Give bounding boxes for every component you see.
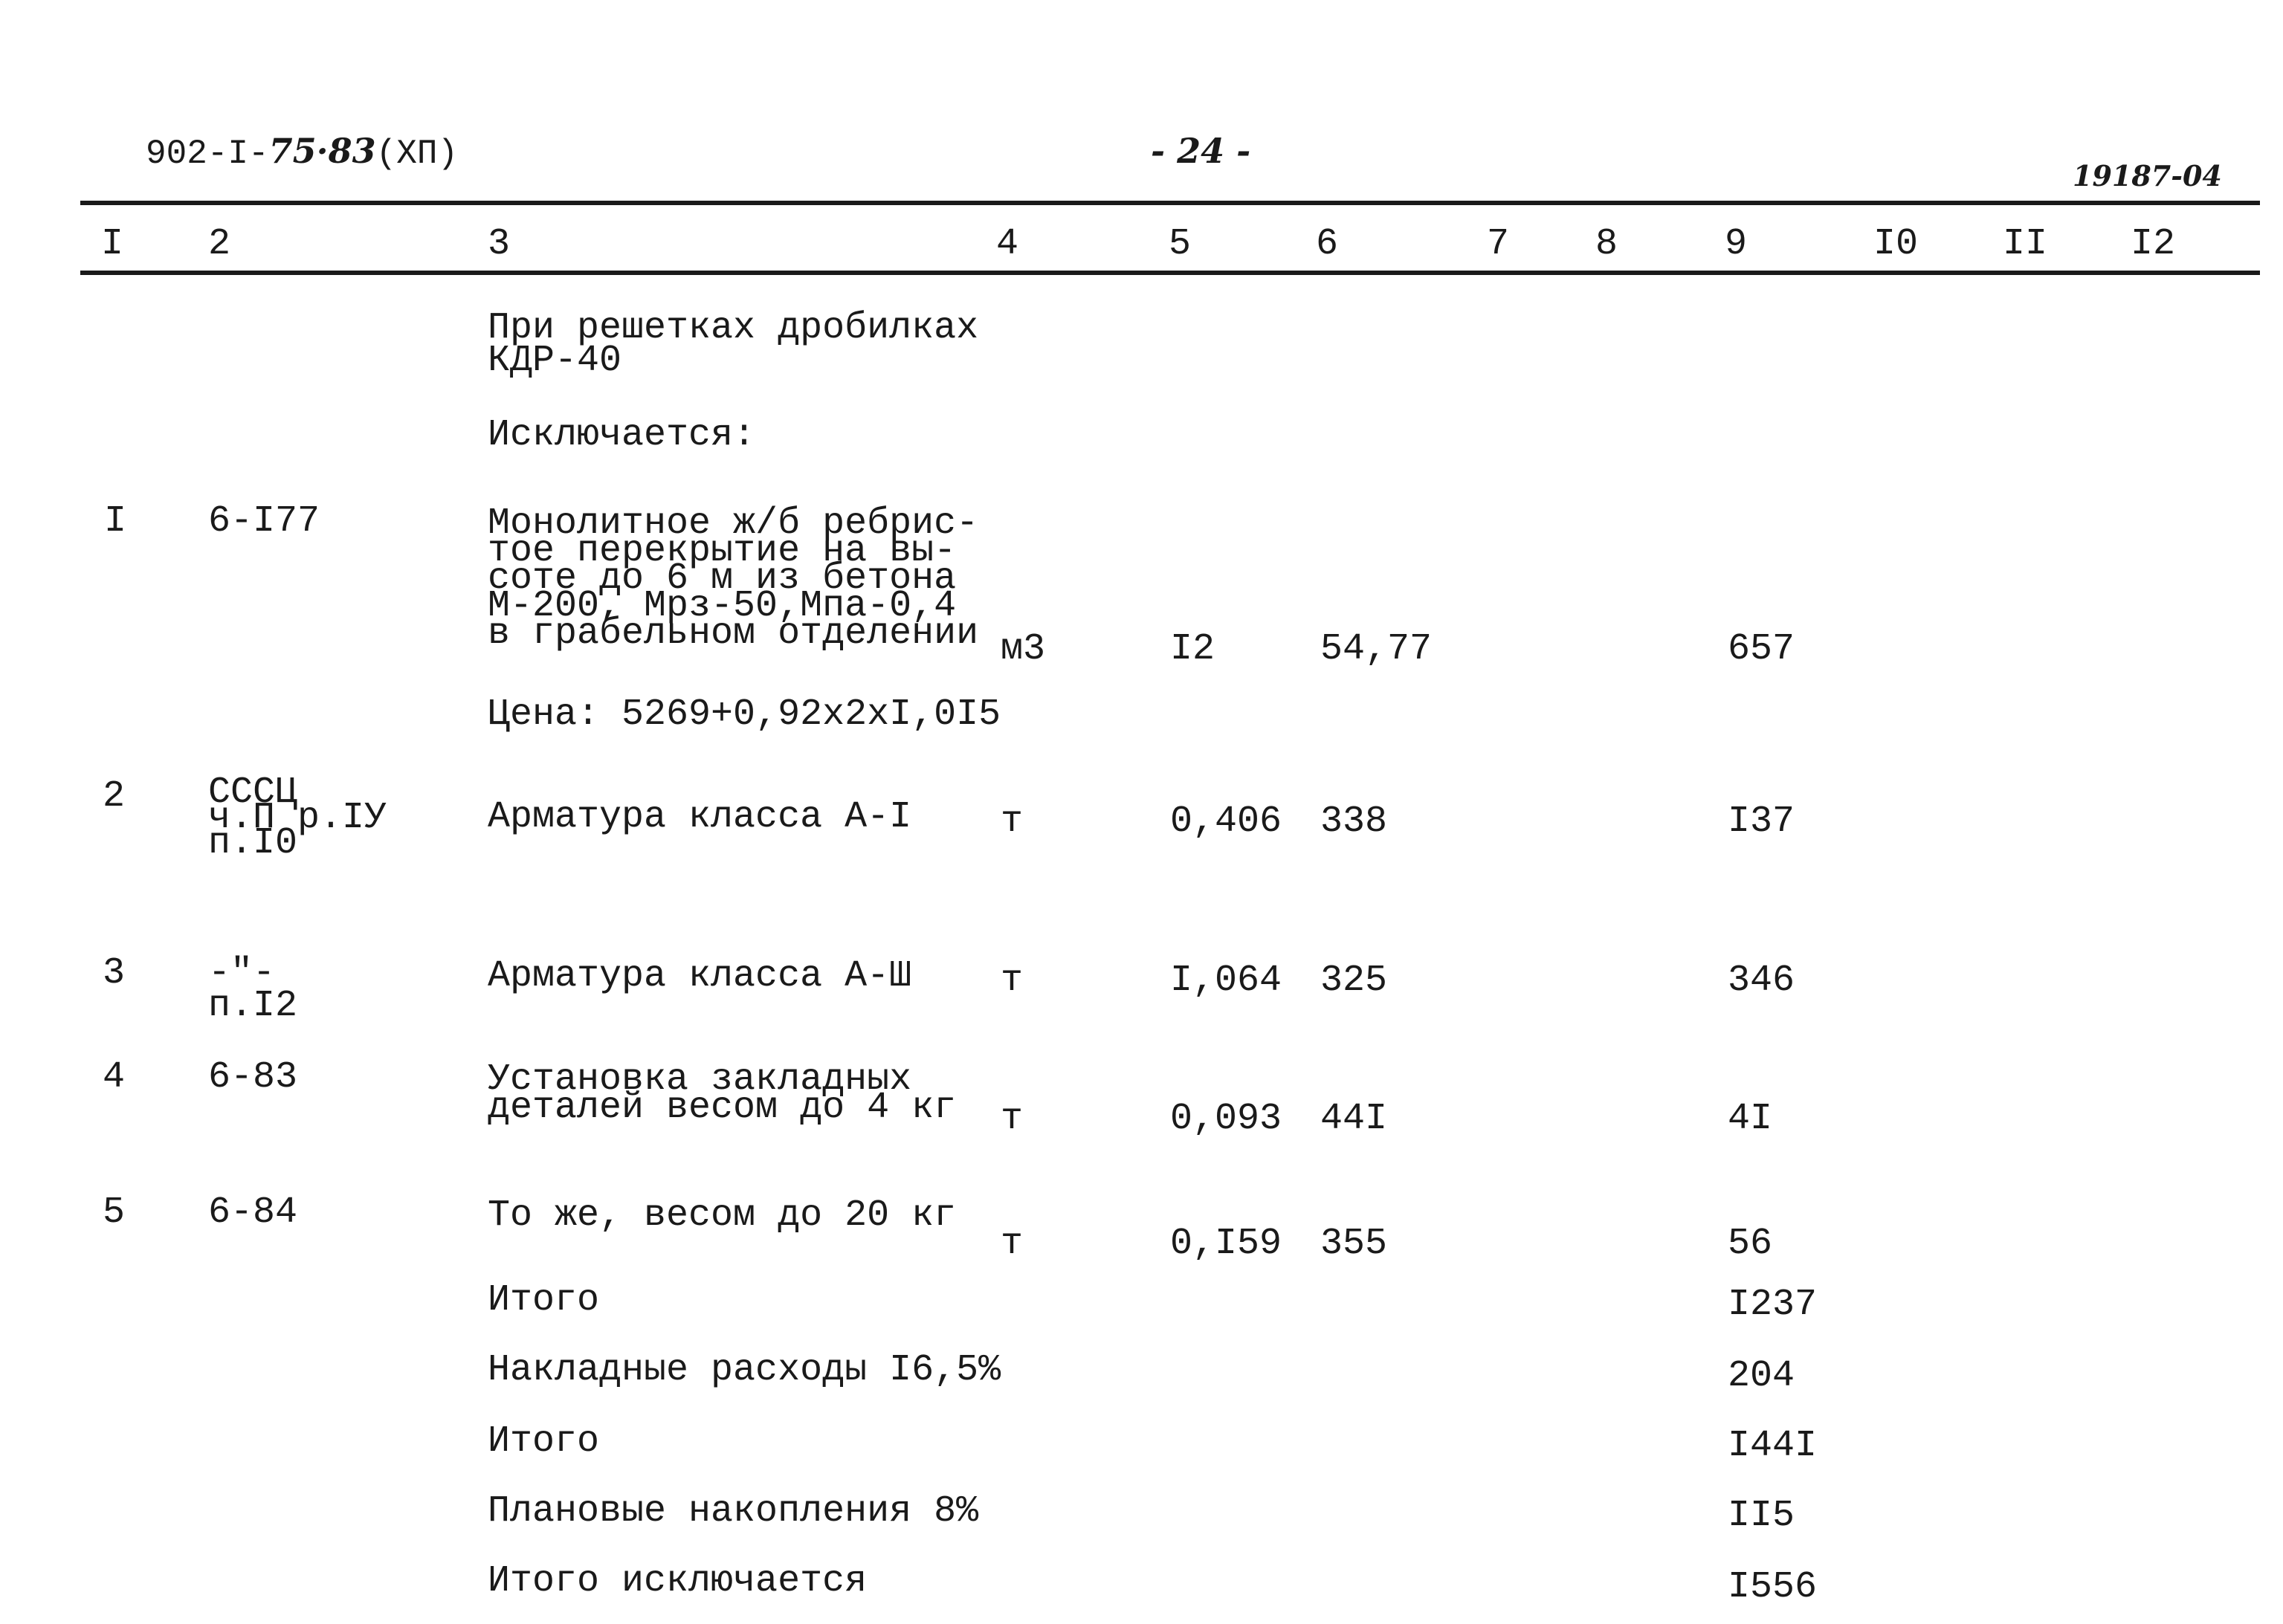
summary-label: Итого bbox=[488, 1420, 600, 1463]
row-unit: м3 bbox=[1001, 628, 1046, 670]
row-unit: т bbox=[1001, 800, 1024, 843]
document-code-handwritten: 75·83 bbox=[268, 131, 376, 171]
row-quantity: I,064 bbox=[1170, 960, 1282, 1002]
row-code: 6-I77 bbox=[208, 500, 320, 543]
column-header: 9 bbox=[1725, 223, 1748, 265]
row-description: Арматура класса А-Ш bbox=[488, 955, 912, 997]
column-header: I2 bbox=[2131, 223, 2176, 265]
row-price: 338 bbox=[1320, 800, 1388, 843]
column-header: 2 bbox=[208, 223, 231, 265]
row-price-note: Цена: 5269+0,92х2хI,0I5 bbox=[488, 693, 1001, 736]
summary-value: I556 bbox=[1728, 1566, 1818, 1608]
row-quantity: 0,I59 bbox=[1170, 1223, 1282, 1265]
row-price: 54,77 bbox=[1320, 628, 1433, 670]
table-top-rule bbox=[80, 201, 2260, 205]
summary-value: 204 bbox=[1728, 1355, 1795, 1397]
summary-label: Итого исключается bbox=[488, 1560, 868, 1602]
row-quantity: 0,406 bbox=[1170, 800, 1282, 843]
row-number: 4 bbox=[103, 1056, 126, 1099]
page-number: - 24 - bbox=[1151, 131, 1251, 171]
row-total: 56 bbox=[1728, 1223, 1773, 1265]
excluded-label: Исключается: bbox=[488, 414, 756, 456]
row-number: 2 bbox=[103, 775, 126, 818]
inventory-number: 19187-04 bbox=[2073, 159, 2222, 193]
row-price: 355 bbox=[1320, 1223, 1388, 1265]
row-number: I bbox=[104, 500, 127, 543]
column-header: 8 bbox=[1595, 223, 1618, 265]
column-header: 4 bbox=[996, 223, 1019, 265]
column-header: 7 bbox=[1487, 223, 1510, 265]
row-quantity: 0,093 bbox=[1170, 1098, 1282, 1140]
row-unit: т bbox=[1001, 1098, 1024, 1140]
column-header: 5 bbox=[1169, 223, 1192, 265]
summary-label: Накладные расходы I6,5% bbox=[488, 1349, 1001, 1391]
row-price: 325 bbox=[1320, 960, 1388, 1002]
summary-label: Итого bbox=[488, 1279, 600, 1321]
column-header: I bbox=[101, 223, 124, 265]
column-header: II bbox=[2003, 223, 2048, 265]
row-description: Установка закладных деталей весом до 4 кг bbox=[488, 1058, 957, 1129]
row-code: 6-84 bbox=[208, 1191, 298, 1234]
row-total: 657 bbox=[1728, 628, 1795, 670]
row-unit: т bbox=[1001, 1223, 1024, 1265]
row-price: 44I bbox=[1320, 1098, 1388, 1140]
column-header: 6 bbox=[1316, 223, 1339, 265]
row-number: 5 bbox=[103, 1191, 126, 1234]
row-unit: т bbox=[1001, 960, 1024, 1002]
row-code: 6-83 bbox=[208, 1056, 298, 1099]
row-number: 3 bbox=[103, 952, 126, 994]
row-total: I37 bbox=[1728, 800, 1795, 843]
document-code-suffix: (XП) bbox=[375, 135, 459, 173]
summary-value: I44I bbox=[1728, 1425, 1818, 1467]
document-code bbox=[146, 131, 458, 173]
column-header: I0 bbox=[1873, 223, 1919, 265]
document-code-prefix: 902-I- bbox=[146, 135, 269, 173]
summary-label: Плановые накопления 8% bbox=[488, 1490, 979, 1533]
row-total: 346 bbox=[1728, 960, 1795, 1002]
column-header: 3 bbox=[488, 223, 511, 265]
summary-value: I237 bbox=[1728, 1284, 1818, 1326]
section-title: При решетках дробилках КДР-40 bbox=[488, 307, 979, 382]
row-code: -"- п.I2 bbox=[208, 952, 298, 1027]
table-header-rule bbox=[80, 271, 2260, 275]
row-description: Арматура класса А-I bbox=[488, 796, 912, 838]
row-total: 4I bbox=[1728, 1098, 1773, 1140]
summary-value: II5 bbox=[1728, 1495, 1795, 1537]
row-description: Монолитное ж/б ребрис- тое перекрытие на вы- соте до 6 м из бетона М-200, Мрз-50,Мпа-0,4 в грабельном отделении bbox=[488, 502, 979, 655]
row-code: СССЦ ч.П р.IУ п.I0 bbox=[208, 771, 387, 864]
row-description: То же, весом до 20 кг bbox=[488, 1194, 957, 1237]
row-quantity: I2 bbox=[1170, 628, 1215, 670]
